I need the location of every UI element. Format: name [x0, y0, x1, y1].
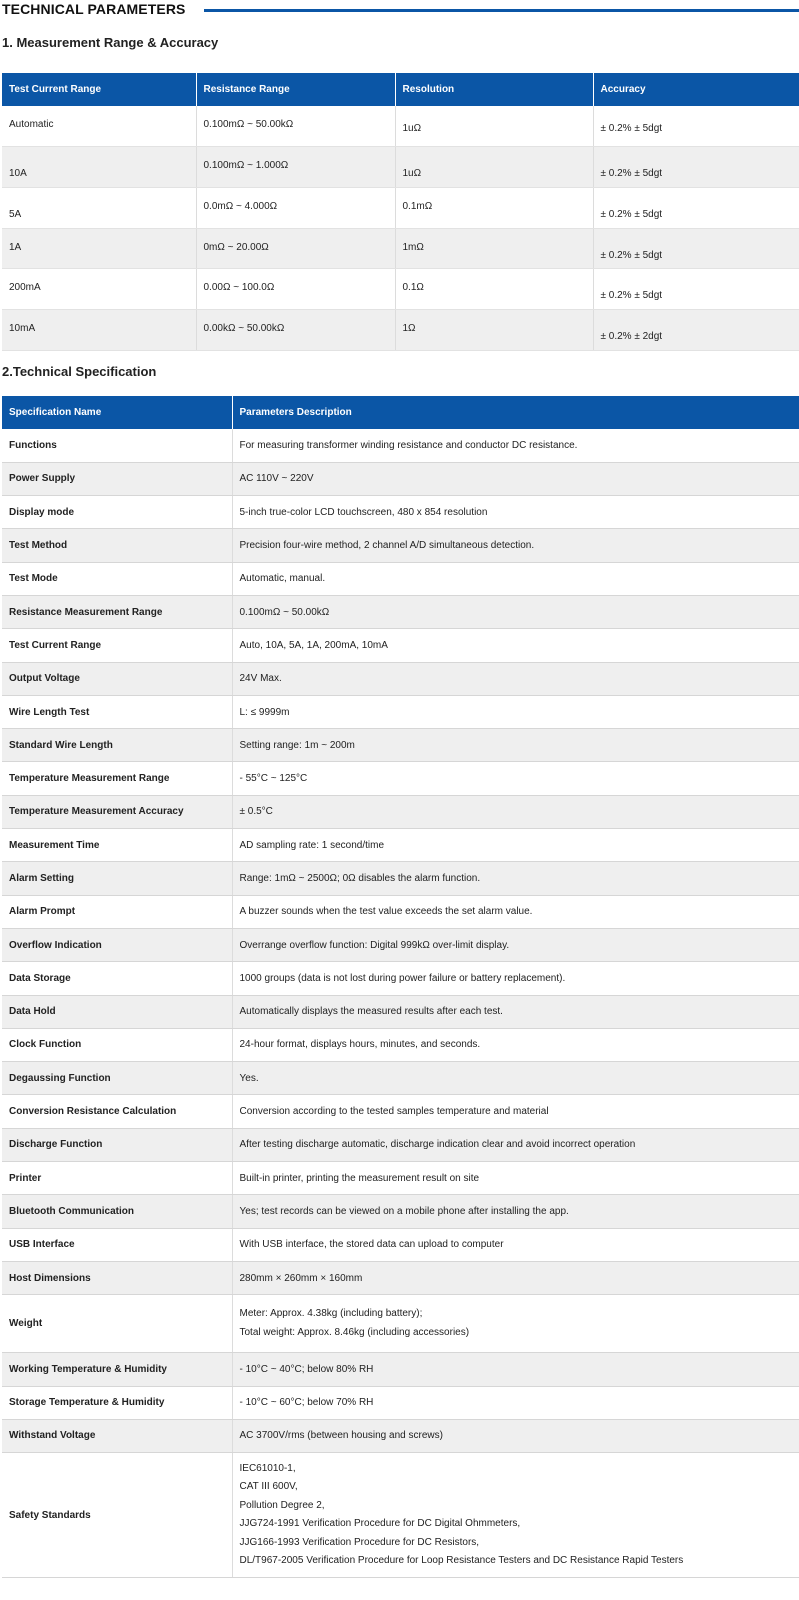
table-row	[2, 1419, 799, 1452]
spec-description-cell: After testing discharge automatic, discharge indication clear and avoid incorrect operation	[232, 1128, 799, 1161]
table-row	[2, 895, 799, 928]
table-row	[2, 729, 799, 762]
table-row	[2, 928, 799, 961]
table-row	[2, 995, 799, 1028]
spec-description-cell: Range: 1mΩ ~ 2500Ω; 0Ω disables the alarm function.	[232, 862, 799, 895]
spec-description-cell	[232, 1453, 799, 1578]
spec-name-cell: Alarm Prompt	[2, 895, 232, 928]
cell-test-current: Automatic	[2, 106, 196, 147]
spec-description-cell: Yes.	[232, 1062, 799, 1095]
spec-description-line: Total weight: Approx. 8.46kg (including accessories)	[239, 1326, 470, 1338]
measurement-range-table	[2, 73, 799, 351]
cell-resolution: 1mΩ	[395, 228, 593, 269]
table-row	[2, 1386, 799, 1419]
spec-description-cell: - 10°C ~ 60°C; below 70% RH	[232, 1386, 799, 1419]
spec-description-cell: - 10°C ~ 40°C; below 80% RH	[232, 1353, 799, 1386]
spec-description-cell: Automatically displays the measured results after each test.	[232, 995, 799, 1028]
column-header-parameters-description: Parameters Description	[232, 396, 799, 429]
spec-name-cell: Withstand Voltage	[2, 1419, 232, 1452]
cell-resolution: 1uΩ	[395, 106, 593, 147]
technical-specification-table	[2, 396, 799, 1578]
spec-name-cell: Alarm Setting	[2, 862, 232, 895]
table-row	[2, 1295, 799, 1353]
table-row	[2, 1028, 799, 1061]
spec-name-cell: Overflow Indication	[2, 928, 232, 961]
spec-name-cell: Weight	[2, 1295, 232, 1353]
table-row	[2, 962, 799, 995]
table-row	[2, 147, 799, 188]
table-row	[2, 562, 799, 595]
spec-name-cell: Test Current Range	[2, 629, 232, 662]
table-header-row	[2, 396, 799, 429]
spec-name-cell: Degaussing Function	[2, 1062, 232, 1095]
spec-name-cell: Clock Function	[2, 1028, 232, 1061]
spec-description-cell: 0.100mΩ ~ 50.00kΩ	[232, 595, 799, 628]
cell-accuracy: ± 0.2% ± 5dgt	[593, 147, 799, 188]
cell-resistance-range: 0mΩ ~ 20.00Ω	[196, 228, 395, 269]
spec-description-cell: Precision four-wire method, 2 channel A/D simultaneous detection.	[232, 529, 799, 562]
spec-name-cell: Data Storage	[2, 962, 232, 995]
spec-description-line: JJG724-1991 Verification Procedure for DC Digital Ohmmeters,	[239, 1518, 521, 1530]
spec-description-cell: - 55°C ~ 125°C	[232, 762, 799, 795]
cell-test-current: 10mA	[2, 309, 196, 350]
spec-name-cell: Working Temperature & Humidity	[2, 1353, 232, 1386]
table-row	[2, 1195, 799, 1228]
spec-name-cell: Functions	[2, 429, 232, 462]
table-row	[2, 462, 799, 495]
spec-name-cell: Storage Temperature & Humidity	[2, 1386, 232, 1419]
spec-name-cell: Discharge Function	[2, 1128, 232, 1161]
cell-resistance-range: 0.00kΩ ~ 50.00kΩ	[196, 309, 395, 350]
spec-name-cell: Wire Length Test	[2, 695, 232, 728]
column-header-resolution: Resolution	[395, 73, 593, 106]
spec-description-cell: AC 3700V/rms (between housing and screws)	[232, 1419, 799, 1452]
cell-resolution: 0.1Ω	[395, 269, 593, 310]
column-header-accuracy: Accuracy	[593, 73, 799, 106]
spec-name-cell: Output Voltage	[2, 662, 232, 695]
spec-description-cell: Setting range: 1m ~ 200m	[232, 729, 799, 762]
cell-resolution: 0.1mΩ	[395, 187, 593, 228]
spec-description-cell: L: ≤ 9999m	[232, 695, 799, 728]
spec-description-cell: For measuring transformer winding resistance and conductor DC resistance.	[232, 429, 799, 462]
table-row	[2, 1162, 799, 1195]
cell-accuracy: ± 0.2% ± 5dgt	[593, 269, 799, 310]
table-row	[2, 529, 799, 562]
table-row	[2, 662, 799, 695]
spec-description-cell: 24V Max.	[232, 662, 799, 695]
spec-description-cell: 5-inch true-color LCD touchscreen, 480 x 854 resolution	[232, 496, 799, 529]
spec-description-cell: Auto, 10A, 5A, 1A, 200mA, 10mA	[232, 629, 799, 662]
column-header-resistance-range: Resistance Range	[196, 73, 395, 106]
spec-name-cell: Safety Standards	[2, 1453, 232, 1578]
spec-description-line: CAT III 600V,	[239, 1481, 298, 1493]
spec-description-cell: 280mm × 260mm × 160mm	[232, 1261, 799, 1294]
spec-description-cell: 1000 groups (data is not lost during power failure or battery replacement).	[232, 962, 799, 995]
table-row	[2, 1353, 799, 1386]
spec-description-cell: A buzzer sounds when the test value exceeds the set alarm value.	[232, 895, 799, 928]
table-row	[2, 1128, 799, 1161]
cell-accuracy: ± 0.2% ± 5dgt	[593, 106, 799, 147]
table-row	[2, 1095, 799, 1128]
cell-test-current: 200mA	[2, 269, 196, 310]
spec-name-cell: Power Supply	[2, 462, 232, 495]
table-row	[2, 795, 799, 828]
cell-resistance-range: 0.100mΩ ~ 1.000Ω	[196, 147, 395, 188]
cell-resolution: 1Ω	[395, 309, 593, 350]
table-row	[2, 269, 799, 310]
spec-name-cell: Measurement Time	[2, 829, 232, 862]
spec-description-line: Pollution Degree 2,	[239, 1499, 325, 1511]
spec-description-cell: Overrange overflow function: Digital 999kΩ over-limit display.	[232, 928, 799, 961]
table-row	[2, 762, 799, 795]
cell-accuracy: ± 0.2% ± 5dgt	[593, 228, 799, 269]
table-row	[2, 629, 799, 662]
spec-name-cell: Temperature Measurement Accuracy	[2, 795, 232, 828]
spec-description-cell: Yes; test records can be viewed on a mobile phone after installing the app.	[232, 1195, 799, 1228]
spec-name-cell: Data Hold	[2, 995, 232, 1028]
title-underline	[204, 9, 799, 12]
table-row	[2, 309, 799, 350]
cell-test-current: 1A	[2, 228, 196, 269]
page-title: TECHNICAL PARAMETERS	[2, 1, 186, 17]
table-row	[2, 228, 799, 269]
spec-name-cell: Conversion Resistance Calculation	[2, 1095, 232, 1128]
cell-resistance-range: 0.100mΩ ~ 50.00kΩ	[196, 106, 395, 147]
spec-description-cell: ± 0.5°C	[232, 795, 799, 828]
spec-description-cell: Conversion according to the tested samples temperature and material	[232, 1095, 799, 1128]
table-row	[2, 829, 799, 862]
table-row	[2, 1228, 799, 1261]
spec-description-line: DL/T967-2005 Verification Procedure for Loop Resistance Testers and DC Resistance Rapid Testers	[239, 1555, 684, 1567]
spec-description-cell: AD sampling rate: 1 second/time	[232, 829, 799, 862]
cell-accuracy: ± 0.2% ± 2dgt	[593, 309, 799, 350]
column-header-test-current-range: Test Current Range	[2, 73, 196, 106]
spec-description-cell: Built-in printer, printing the measurement result on site	[232, 1162, 799, 1195]
table-row	[2, 1261, 799, 1294]
table-row	[2, 187, 799, 228]
spec-name-cell: Test Mode	[2, 562, 232, 595]
table-row	[2, 695, 799, 728]
table-row	[2, 1453, 799, 1578]
cell-resolution: 1uΩ	[395, 147, 593, 188]
spec-description-cell: Automatic, manual.	[232, 562, 799, 595]
table-row	[2, 595, 799, 628]
table-row	[2, 1062, 799, 1095]
spec-name-cell: Bluetooth Communication	[2, 1195, 232, 1228]
spec-name-cell: Test Method	[2, 529, 232, 562]
column-header-specification-name: Specification Name	[2, 396, 232, 429]
spec-description-line: Meter: Approx. 4.38kg (including battery);	[239, 1308, 423, 1320]
spec-description-cell: 24-hour format, displays hours, minutes, and seconds.	[232, 1028, 799, 1061]
table-row	[2, 862, 799, 895]
specification-rows	[2, 429, 799, 1578]
spec-description-cell: AC 110V ~ 220V	[232, 462, 799, 495]
table-header-row	[2, 73, 799, 106]
spec-description-line: IEC61010-1,	[239, 1462, 296, 1474]
cell-test-current: 5A	[2, 187, 196, 228]
spec-name-cell: Standard Wire Length	[2, 729, 232, 762]
section-heading-technical-specification: 2.Technical Specification	[2, 364, 157, 379]
section-heading-measurement-range: 1. Measurement Range & Accuracy	[2, 35, 219, 50]
cell-resistance-range: 0.00Ω ~ 100.0Ω	[196, 269, 395, 310]
spec-description-cell	[232, 1295, 799, 1353]
spec-name-cell: USB Interface	[2, 1228, 232, 1261]
spec-name-cell: Host Dimensions	[2, 1261, 232, 1294]
cell-accuracy: ± 0.2% ± 5dgt	[593, 187, 799, 228]
spec-description-line: JJG166-1993 Verification Procedure for DC Resistors,	[239, 1536, 480, 1548]
cell-resistance-range: 0.0mΩ ~ 4.000Ω	[196, 187, 395, 228]
page-header	[0, 0, 799, 20]
table-row	[2, 496, 799, 529]
spec-description-cell: With USB interface, the stored data can upload to computer	[232, 1228, 799, 1261]
table-row	[2, 106, 799, 147]
table-row	[2, 429, 799, 462]
spec-name-cell: Printer	[2, 1162, 232, 1195]
spec-name-cell: Display mode	[2, 496, 232, 529]
spec-name-cell: Resistance Measurement Range	[2, 595, 232, 628]
spec-name-cell: Temperature Measurement Range	[2, 762, 232, 795]
cell-test-current: 10A	[2, 147, 196, 188]
